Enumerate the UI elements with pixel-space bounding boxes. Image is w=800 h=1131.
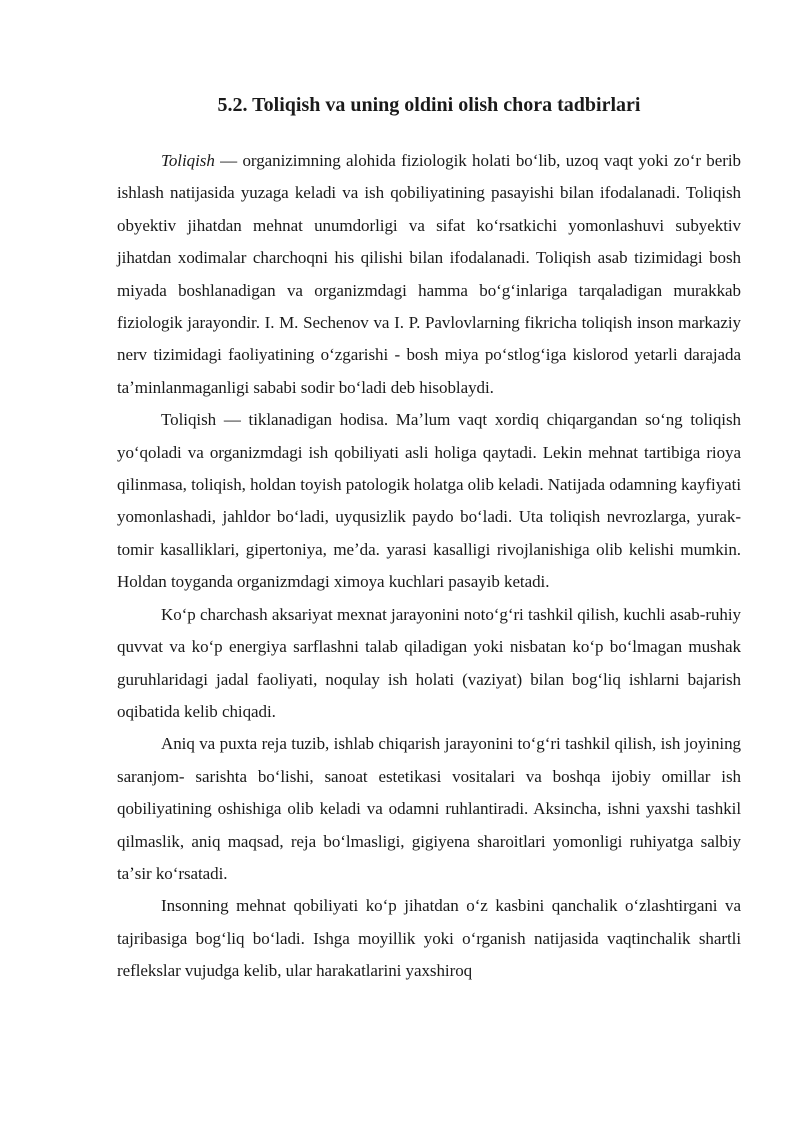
paragraph-2: Toliqish — tiklanadigan hodisa. Maʼlum vaqt xordiq chiqargandan soʻng toliqish yoʻqoladi va organizmdagi ish qobiliyati asli holiga qaytadi. Lekin mehnat tartibiga rioya qilinmasa, toliqish, holdan toyish patologik holatga olib keladi. Natijada odamning kayfiyati yomonlashadi, jahldor boʻladi, uyqusizlik paydo boʻladi. Uta toliqish nevrozlarga, yurak-tomir kasalliklari, gipertoniya, meʼda. yarasi kasalligi rivojlanishiga olib kelishi mumkin. Holdan toyganda organizmdagi ximoya kuchlari pasayib ketadi. bbox=[117, 410, 741, 592]
paragraph-1 bbox=[117, 145, 741, 404]
paragraph-5: Insonning mehnat qobiliyati koʻp jihatdan oʻz kasbini qanchalik oʻzlashtirgani va tajribasiga bogʻliq boʻladi. Ishga moyillik yoki oʻrganish natijasida vaqtinchalik shartli reflekslar vujudga kelib, ular harakatlarini yaxshiroq bbox=[117, 896, 741, 981]
paragraph-4: Aniq va puxta reja tuzib, ishlab chiqarish jarayonini toʻgʻri tashkil qilish, ish joyining saranjom- sarishta boʻlishi, sanoat estetikasi vositalari va boshqa ijobiy omillar ish qobiliyatining oshishiga olib keladi va odamni ruhlantiradi. Aksincha, ishni yaxshi tashkil qilmaslik, aniq maqsad, reja boʻlmasligi, gigiyena sharoitlari yomonligi ruhiyatga salbiy taʼsir koʻrsatadi. bbox=[117, 734, 741, 883]
paragraph-1-text: — organizimning alohida fiziologik holati boʻlib, uzoq vaqt yoki zoʻr berib ishlash natijasida yuzaga keladi va ish qobiliyatining pasayishi bilan ifodalanadi. Toliqish obyektiv jihatdan mehnat unumdorligi va sifat koʻrsatkichi yomonlashuvi subyektiv jihatdan xodimalar charchoqni his qilishi bilan ifodalanadi. Toliqish asab tizimidagi bosh miyada boshlanadigan va organizmdagi hamma boʻgʻinlariga tarqaladigan murakkab fiziologik jarayondir. I. M. Sechenov va I. P. Pavlovlarning fikricha toliqish inson markaziy nerv tizimidagi faoliyatining oʻzgarishi - bosh miya poʻstlogʻiga kislorod yetarli darajada taʼminlanmaganligi sababi sodir boʻladi deb hisoblaydi. bbox=[117, 151, 741, 397]
paragraph-3: Koʻp charchash aksariyat mexnat jarayonini notoʻgʻri tashkil qilish, kuchli asab-ruhiy quvvat va koʻp energiya sarflashni talab qiladigan yoki nisbatan koʻp boʻlmagan mushak guruhlaridagi jadal faoliyati, noqulay ish holati (vaziyat) bilan bogʻliq ishlarni bajarish oqibatida kelib chiqadi. bbox=[117, 604, 741, 721]
defined-term: Toliqish bbox=[161, 151, 215, 170]
section-heading: 5.2. Toliqish va uning oldini olish chora tadbirlari bbox=[217, 94, 641, 116]
document-page bbox=[117, 92, 741, 988]
